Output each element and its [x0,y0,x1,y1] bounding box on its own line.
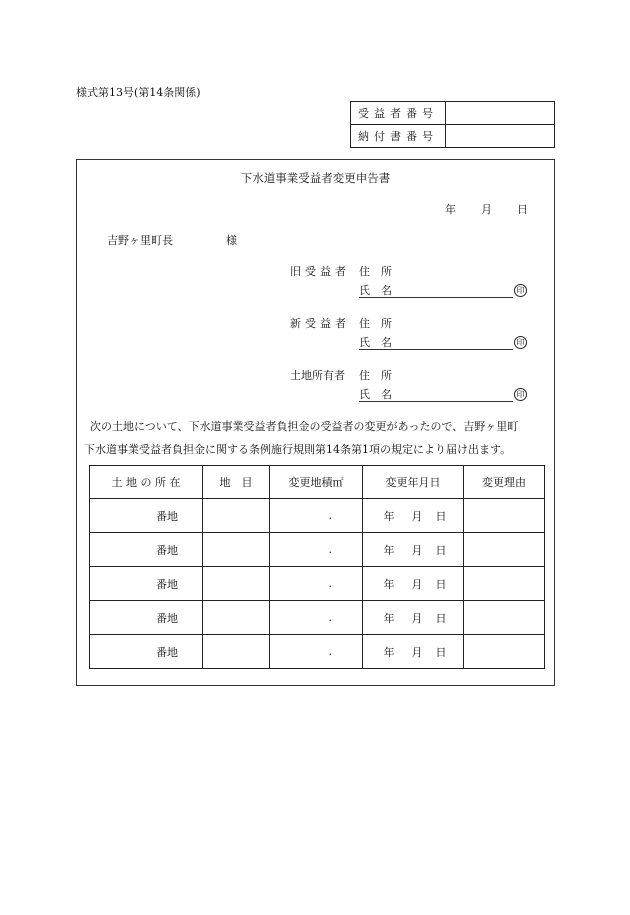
location-cell[interactable]: 番地 [90,499,203,533]
document-title: 下水道事業受益者変更申告書 [240,171,391,185]
location-cell[interactable]: 番地 [90,567,203,601]
day-label: 日 [435,543,447,557]
header-land-category: 地 目 [203,466,270,499]
month-label: 月 [411,509,423,523]
location-cell[interactable]: 番地 [90,601,203,635]
former-beneficiary-address-label[interactable]: 住 所 [359,265,392,278]
table-row [90,601,545,635]
month-label: 月 [411,543,423,557]
table-row [90,533,545,567]
land-owner-address-label[interactable]: 住 所 [359,369,392,382]
former-beneficiary-seal-icon: 印 [514,284,527,297]
day-label: 日 [435,577,447,591]
reason-cell[interactable] [464,499,545,533]
payment-slip-number-field[interactable] [446,125,555,148]
date-month-label[interactable]: 月 [481,203,492,216]
day-label: 日 [435,611,447,625]
area-cell[interactable]: . [270,533,363,567]
land-owner-seal-icon: 印 [514,388,527,401]
id-number-table [350,101,555,148]
category-cell[interactable] [203,499,270,533]
addressee: 吉野ヶ里町長 [107,234,173,247]
land-owner-label: 土地所有者 [290,369,345,382]
table-row [90,635,545,669]
change-date-cell[interactable] [363,567,464,601]
new-beneficiary-name-field[interactable]: 氏 名 [359,334,513,350]
payment-slip-number-label: 納付書番号 [351,125,446,148]
date-year-label[interactable]: 年 [445,203,456,216]
beneficiary-number-label: 受益者番号 [351,102,446,125]
area-cell[interactable]: . [270,635,363,669]
beneficiary-number-row [351,102,555,125]
year-label: 年 [383,543,395,557]
category-cell[interactable] [203,601,270,635]
day-label: 日 [435,645,447,659]
land-owner-name-field[interactable]: 氏 名 [359,386,513,402]
former-beneficiary-name-field[interactable]: 氏 名 [359,282,513,298]
location-cell[interactable]: 番地 [90,635,203,669]
category-cell[interactable] [203,533,270,567]
beneficiary-number-field[interactable] [446,102,555,125]
month-label: 月 [411,645,423,659]
year-label: 年 [383,577,395,591]
reason-cell[interactable] [464,601,545,635]
table-row [90,567,545,601]
change-date-cell[interactable] [363,635,464,669]
new-beneficiary-seal-icon: 印 [514,336,527,349]
category-cell[interactable] [203,567,270,601]
change-date-cell[interactable] [363,533,464,567]
day-label: 日 [435,509,447,523]
reason-cell[interactable] [464,533,545,567]
new-beneficiary-address-label[interactable]: 住 所 [359,317,392,330]
land-details-table [89,465,545,669]
location-cell[interactable]: 番地 [90,533,203,567]
header-change-reason: 変更理由 [464,466,545,499]
change-date-cell[interactable] [363,499,464,533]
year-label: 年 [383,645,395,659]
year-label: 年 [383,509,395,523]
reason-cell[interactable] [464,635,545,669]
body-text-line-2: 下水道事業受益者負担金に関する条例施行規則第14条第1項の規定により届け出ます。 [84,443,512,456]
header-land-location: 土 地 の 所 在 [90,466,203,499]
body-text-line-1: 次の土地について、下水道事業受益者負担金の受益者の変更があったので、吉野ヶ里町 [90,420,519,433]
former-beneficiary-label: 旧受益者 [290,265,350,278]
category-cell[interactable] [203,635,270,669]
month-label: 月 [411,577,423,591]
year-label: 年 [383,611,395,625]
table-row [90,499,545,533]
date-day-label[interactable]: 日 [517,203,528,216]
form-number-label: 様式第13号(第14条関係) [76,86,201,99]
header-change-date: 変更年月日 [363,466,464,499]
area-cell[interactable]: . [270,499,363,533]
month-label: 月 [411,611,423,625]
honorific: 様 [226,234,237,247]
header-changed-area: 変更地積㎡ [270,466,363,499]
area-cell[interactable]: . [270,601,363,635]
land-table-header-row [90,466,545,499]
payment-slip-number-row [351,125,555,148]
change-date-cell[interactable] [363,601,464,635]
new-beneficiary-label: 新受益者 [290,317,350,330]
reason-cell[interactable] [464,567,545,601]
area-cell[interactable]: . [270,567,363,601]
